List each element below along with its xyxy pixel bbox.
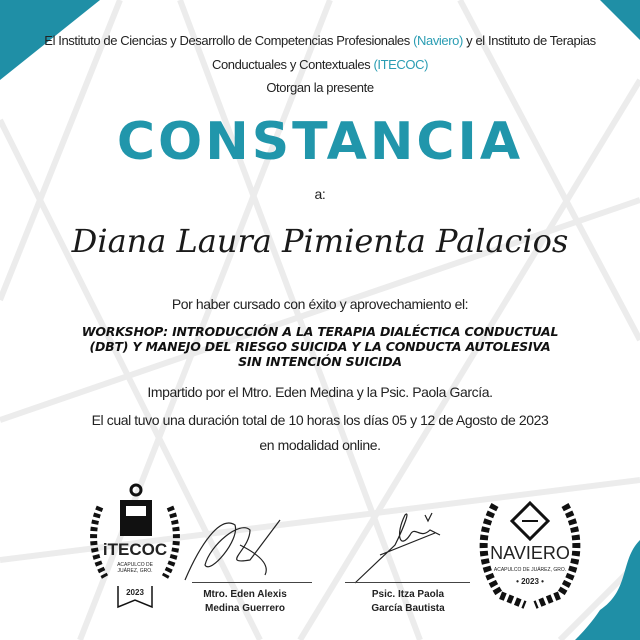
signature-line <box>345 582 470 583</box>
modality-text <box>0 437 640 455</box>
instructors: Impartido por el Mtro. Eden Medina y la Psic. Paola García. <box>147 384 493 400</box>
to-text: a: <box>314 186 326 202</box>
workshop-line-1 <box>0 324 640 339</box>
naviero-name: NAVIERO <box>490 543 570 563</box>
header-text: Conductuales y Contextuales <box>211 57 374 72</box>
naviero-highlight: (Naviero) <box>413 33 463 48</box>
signature-line <box>192 582 312 583</box>
signature-eden-medina <box>180 505 290 585</box>
signer-surname: García Bautista <box>371 603 445 614</box>
workshop-title: (DBT) Y MANEJO DEL RIESGO SUICIDA Y LA CONDUCTA AUTOLESIVA <box>89 339 551 354</box>
instructors-text <box>0 384 640 402</box>
header-line-1 <box>0 32 640 50</box>
header-text: Otorgan la presente <box>266 80 374 95</box>
signer-title: Psic. Itza Paola <box>371 589 445 600</box>
recipient-name: Diana Laura Pimienta Palacios <box>71 222 569 260</box>
signer-2-name <box>338 588 478 616</box>
reason-text <box>0 296 640 314</box>
to-label <box>0 186 640 204</box>
naviero-place: ACAPULCO DE JUÁREZ, GRO. <box>493 567 567 573</box>
itecoc-seal <box>80 482 190 612</box>
header-line-2 <box>0 56 640 74</box>
header-text: El Instituto de Ciencias y Desarrollo de Competencias Profesionales <box>44 33 414 48</box>
naviero-seal <box>470 495 590 610</box>
itecoc-name: iTECOC <box>102 540 168 559</box>
workshop-title: SIN INTENCIÓN SUICIDA <box>238 354 402 369</box>
signer-surname: Medina Guerrero <box>204 603 286 614</box>
header-line-3 <box>0 79 640 97</box>
header-text: y el Instituto de Terapias <box>462 33 596 48</box>
itecoc-place: ACAPULCO DE JUÁREZ, GRO. <box>117 562 153 574</box>
workshop-title: WORKSHOP: INTRODUCCIÓN A LA TERAPIA DIALÉCTICA CONDUCTUAL <box>81 324 559 339</box>
reason: Por haber cursado con éxito y aprovechamiento el: <box>171 296 469 312</box>
workshop-line-2 <box>0 339 640 354</box>
certificate-title: CONSTANCIA <box>116 112 524 172</box>
itecoc-year: 2023 <box>126 588 144 597</box>
signer-title: Mtro. Eden Alexis <box>203 589 287 600</box>
signature-itza-garcia <box>350 505 450 585</box>
duration-text <box>0 412 640 430</box>
itecoc-highlight: (ITECOC) <box>373 57 429 72</box>
workshop-line-3 <box>0 354 640 369</box>
duration: El cual tuvo una duración total de 10 horas los días 05 y 12 de Agosto de 2023 <box>91 412 549 428</box>
signer-1-name <box>175 588 315 616</box>
modality: en modalidad online. <box>259 437 381 453</box>
naviero-year: • 2023 • <box>516 577 544 586</box>
